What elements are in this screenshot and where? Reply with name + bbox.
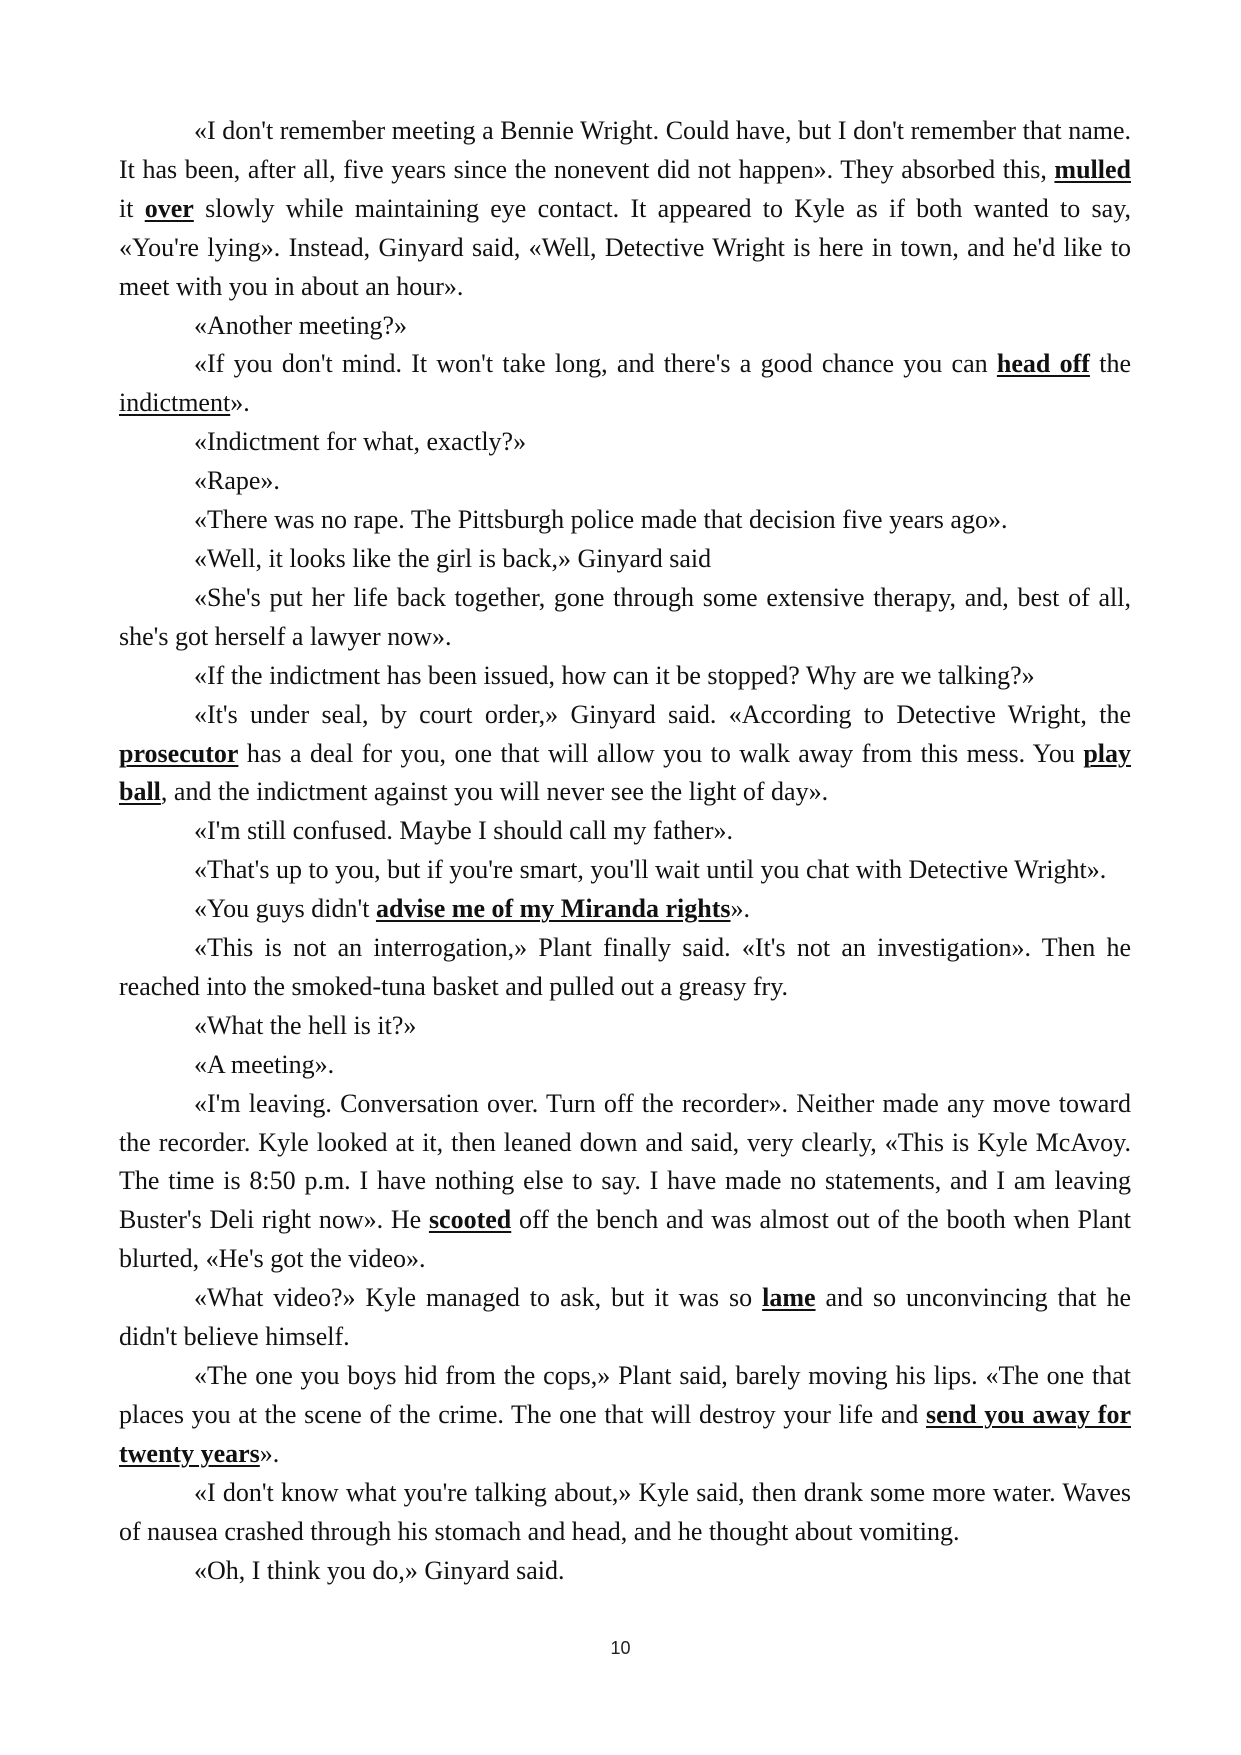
text-run: and so unconvincing that he didn't believe himself.	[119, 1283, 1131, 1352]
text-run: ».	[230, 388, 250, 418]
vocabulary-term-bold-underlined: play ball	[119, 738, 1131, 807]
page-number: 10	[610, 1638, 631, 1658]
text-run: «There was no rape. The Pittsburgh police made that decision five years ago».	[194, 505, 1008, 535]
paragraph	[119, 929, 1131, 1007]
paragraph	[119, 501, 1131, 540]
text-run: «What video?» Kyle managed to ask, but it was so	[194, 1283, 763, 1313]
paragraph	[119, 696, 1131, 813]
vocabulary-term-bold-underlined: head off	[996, 349, 1090, 379]
text-run: slowly while maintaining eye contact. It appeared to Kyle as if both wanted to say, «You're lying». Instead, Ginyard said, «Well, Detective Wright is here in town, and he'd like to meet with you in about an hour».	[119, 193, 1131, 301]
document-body	[119, 112, 1131, 1590]
paragraph	[119, 1357, 1131, 1474]
text-run: «If the indictment has been issued, how can it be stopped? Why are we talking?»	[194, 660, 1035, 690]
text-run: «I don't remember meeting a Bennie Wright. Could have, but I don't remember that name. It has been, after all, five years since the nonevent did not happen». They absorbed this,	[119, 116, 1131, 184]
text-run: off the bench and was almost out of the booth when Plant blurted, «He's got the video».	[119, 1205, 1131, 1274]
paragraph	[119, 1007, 1131, 1046]
text-run: «What the hell is it?»	[194, 1010, 417, 1040]
paragraph	[119, 851, 1131, 890]
text-run: «It's under seal, by court order,» Ginyard said. «According to Detective Wright, the	[194, 699, 1131, 729]
vocabulary-term-bold-underlined: mulled	[1054, 154, 1131, 184]
text-run: «I don't know what you're talking about,» Kyle said, then drank some more water. Waves of nausea crashed through his stomach and head, and he thought about vomiting.	[119, 1477, 1131, 1546]
paragraph	[119, 540, 1131, 579]
vocabulary-term-bold-underlined: advise me of my Miranda rights	[375, 894, 731, 924]
text-run: «She's put her life back together, gone through some extensive therapy, and, best of all, she's got herself a lawyer now».	[119, 582, 1131, 651]
paragraph	[119, 579, 1131, 657]
paragraph	[119, 890, 1131, 929]
text-run: «Well, it looks like the girl is back,» Ginyard said	[194, 543, 712, 573]
text-run: «Rape».	[194, 466, 280, 496]
paragraph	[119, 345, 1131, 423]
text-run: «You guys didn't	[194, 894, 376, 924]
text-run: «Indictment for what, exactly?»	[194, 427, 527, 457]
vocabulary-term-underlined: indictment	[119, 388, 231, 418]
text-run: the	[1089, 349, 1131, 379]
paragraph	[119, 307, 1131, 346]
paragraph	[119, 1474, 1131, 1552]
text-run: «The one you boys hid from the cops,» Plant said, barely moving his lips. «The one that places you at the scene of the crime. The one that will destroy your life and	[119, 1361, 1131, 1429]
paragraph	[119, 1552, 1131, 1591]
paragraph	[119, 812, 1131, 851]
text-run: ».	[730, 894, 751, 924]
vocabulary-term-bold-underlined: send you away for twenty years	[119, 1399, 1131, 1468]
paragraph	[119, 423, 1131, 462]
text-run: «I'm leaving. Conversation over. Turn off the recorder». Neither made any move toward the recorder. Kyle looked at it, then leaned down and said, very clearly, «This is Kyle McAvoy. The time is 8:50 p.m. I have nothing else to say. I have made no statements, and I am leaving Buster's Deli right now». He	[119, 1088, 1131, 1235]
text-run: «Another meeting?»	[194, 310, 407, 340]
paragraph	[119, 1279, 1131, 1357]
vocabulary-term-bold-underlined: scooted	[428, 1205, 512, 1235]
vocabulary-term-bold-underlined: over	[144, 193, 194, 223]
paragraph	[119, 1085, 1131, 1280]
paragraph	[119, 462, 1131, 501]
text-run: , and the indictment against you will never see the light of day».	[160, 777, 829, 807]
paragraph	[119, 112, 1131, 307]
paragraph	[119, 1046, 1131, 1085]
vocabulary-term-bold-underlined: lame	[762, 1283, 816, 1313]
text-run: «This is not an interrogation,» Plant finally said. «It's not an investigation». Then he reached into the smoked-tuna basket and pulled out a greasy fry.	[119, 933, 1131, 1001]
text-run: ».	[259, 1438, 280, 1468]
text-run: «A meeting».	[194, 1049, 335, 1079]
paragraph	[119, 657, 1131, 696]
text-run: it	[119, 193, 145, 223]
text-run: has a deal for you, one that will allow you to walk away from this mess. You	[238, 738, 1084, 768]
text-run: «Oh, I think you do,» Ginyard said.	[194, 1555, 565, 1585]
text-run: «I'm still confused. Maybe I should call my father».	[194, 816, 734, 846]
text-run: «That's up to you, but if you're smart, you'll wait until you chat with Detective Wright».	[194, 855, 1107, 885]
vocabulary-term-bold-underlined: prosecutor	[119, 738, 239, 768]
text-run: «If you don't mind. It won't take long, and there's a good chance you can	[194, 349, 997, 379]
